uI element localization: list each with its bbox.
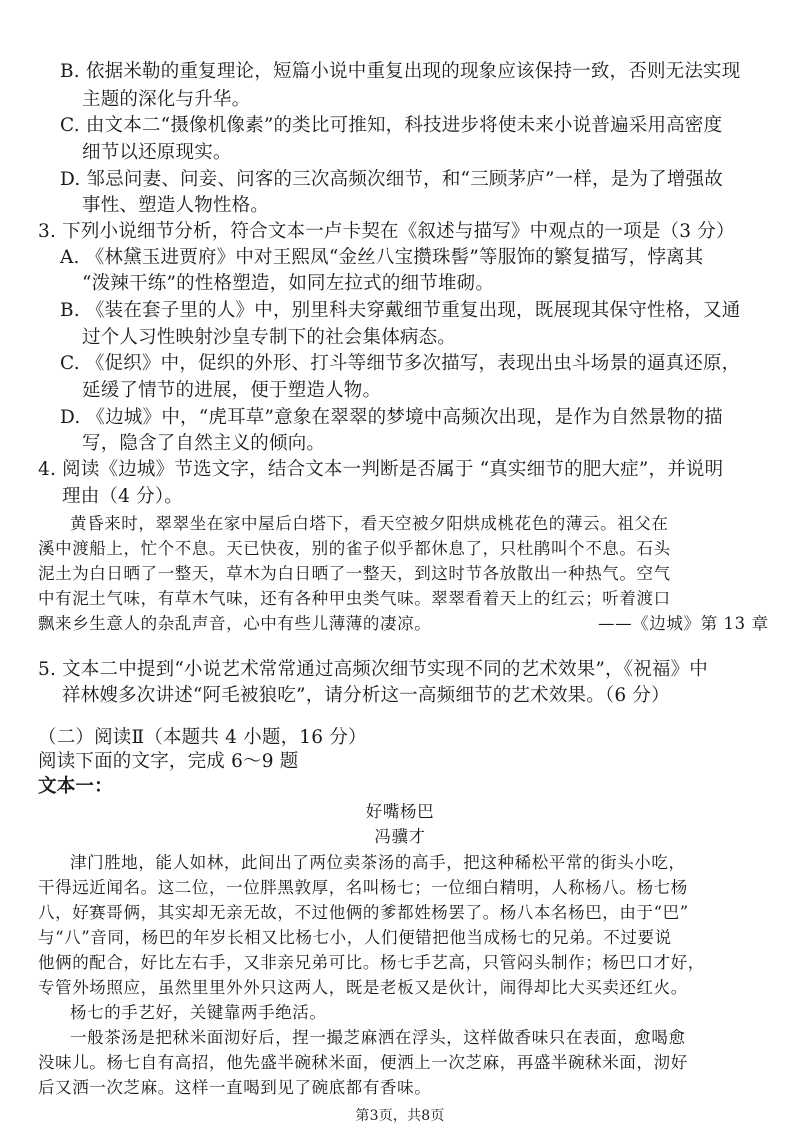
article-line3: 八，好赛哥俩，其实却无亲无故，不过他俩的爹都姓杨罢了。杨八本名杨巴，由于“巴” bbox=[38, 903, 689, 922]
q3-option-d-line2: 写，隐含了自然主义的倾向。 bbox=[82, 433, 326, 454]
q3-option-a-line1: A. 《林黛玉进贾府》中对王熙凤“金丝八宝攒珠髻”等服饰的繁复描写，悖离其 bbox=[60, 247, 704, 268]
q2-option-c-line2: 细节以还原现实。 bbox=[82, 142, 232, 163]
q5-stem-line2: 祥林嫂多次讲述“阿毛被狼吃”，请分析这一高频细节的艺术效果。（6 分） bbox=[62, 685, 670, 706]
q3-option-b-line1: B. 《装在套子里的人》中，别里科夫穿戴细节重复出现，既展现其保守性格，又通 bbox=[60, 300, 741, 321]
q4-stem-line2: 理由（4 分）。 bbox=[62, 486, 184, 507]
section2-instruction: 阅读下面的文字，完成 6～9 题 bbox=[38, 751, 299, 772]
article-line10: 后又洒一次芝麻。这样一直喝到见了碗底都有香味。 bbox=[38, 1078, 432, 1097]
q4-passage-line3: 泥土为白日晒了一整天，草木为白日晒了一整天，到这时节各放散出一种热气。空气 bbox=[38, 564, 671, 583]
q2-option-d-line1: D. 邹忌问妻、问妾、问客的三次高频次细节，和“三顾茅庐”一样，是为了增强故 bbox=[60, 169, 723, 190]
section2-header: （二）阅读Ⅱ（本题共 4 小题，16 分） bbox=[38, 727, 367, 748]
q3-option-d-line1: D. 《边城》中，“虎耳草”意象在翠翠的梦境中高频次出现，是作为自然景物的描 bbox=[60, 407, 723, 428]
article-line7: 杨七的手艺好，关键靠两手绝活。 bbox=[70, 1003, 327, 1022]
q4-passage-line4: 中有泥土气味，有草木气味，还有各种甲虫类气味。翠翠看着天上的红云；听着渡口 bbox=[38, 589, 671, 608]
article-line8: 一般茶汤是把秫米面沏好后，捏一撮芝麻洒在浮头，这样做香味只在表面，愈喝愈 bbox=[70, 1028, 686, 1047]
q3-option-a-line2: “泼辣干练”的性格塑造，如同左拉式的细节堆砌。 bbox=[82, 273, 495, 294]
page-number: 第3页，共8页 bbox=[355, 1108, 445, 1124]
q3-option-c-line2: 延缓了情节的进展，便于塑造人物。 bbox=[82, 380, 382, 401]
article-line9: 没味儿。杨七自有高招，他先盛半碗秫米面，便洒上一次芝麻，再盛半碗秫米面，沏好 bbox=[38, 1053, 688, 1072]
article-line6: 专管外场照应，虽然里里外外只这两人，既是老板又是伙计，闹得却比大买卖还红火。 bbox=[38, 978, 688, 997]
q4-passage-source: ——《边城》第 13 章 bbox=[598, 614, 769, 633]
q5-stem-line1: 5. 文本二中提到“小说艺术常常通过高频次细节实现不同的艺术效果”，《祝福》中 bbox=[38, 659, 708, 680]
q2-option-b-line2: 主题的深化与升华。 bbox=[82, 89, 251, 110]
q3-stem: 3. 下列小说细节分析，符合文本一卢卡契在《叙述与描写》中观点的一项是（3 分） bbox=[38, 221, 735, 242]
q4-passage-line1: 黄昏来时，翠翠坐在家中屋后白塔下，看天空被夕阳烘成桃花色的薄云。祖父在 bbox=[70, 514, 669, 533]
q4-passage-line5: 飘来乡生意人的杂乱声音，心中有些儿薄薄的凄凉。 bbox=[38, 614, 432, 633]
article-line1: 津门胜地，能人如林，此间出了两位卖茶汤的高手，把这种稀松平常的街头小吃， bbox=[70, 853, 686, 872]
article-line4: 与“八”音同，杨巴的年岁长相又比杨七小，人们便错把他当成杨七的兄弟。不过要说 bbox=[38, 928, 672, 947]
article-author: 冯骥才 bbox=[374, 827, 426, 846]
q4-passage-line2: 溪中渡船上，忙个不息。天已快夜，别的雀子似乎都休息了，只杜鹃叫个不息。石头 bbox=[38, 539, 671, 558]
q2-option-d-line2: 事性、塑造人物性格。 bbox=[82, 195, 270, 216]
text-one-label: 文本一： bbox=[38, 776, 113, 797]
article-line5: 他俩的配合，好比左右手，又非亲兄弟可比。杨七手艺高，只管闷头制作；杨巴口才好， bbox=[38, 953, 705, 972]
q3-option-b-line2: 过个人习性映射沙皇专制下的社会集体病态。 bbox=[82, 327, 457, 348]
article-title: 好嘴杨巴 bbox=[365, 802, 435, 821]
q3-option-c-line1: C. 《促织》中，促织的外形、打斗等细节多次描写，表现出虫斗场景的逼真还原， bbox=[60, 353, 741, 374]
q2-option-c-line1: C. 由文本二“摄像机像素”的类比可推知，科技进步将使未来小说普遍采用高密度 bbox=[60, 115, 723, 136]
q4-stem-line1: 4. 阅读《边城》节选文字，结合文本一判断是否属于 “真实细节的肥大症”，并说明 bbox=[38, 459, 724, 480]
q2-option-b-line1: B. 依据米勒的重复理论，短篇小说中重复出现的现象应该保持一致，否则无法实现 bbox=[60, 61, 741, 82]
article-line2: 干得远近闻名。这二位，一位胖黑敦厚，名叫杨七；一位细白精明，人称杨八。杨七杨 bbox=[38, 878, 688, 897]
